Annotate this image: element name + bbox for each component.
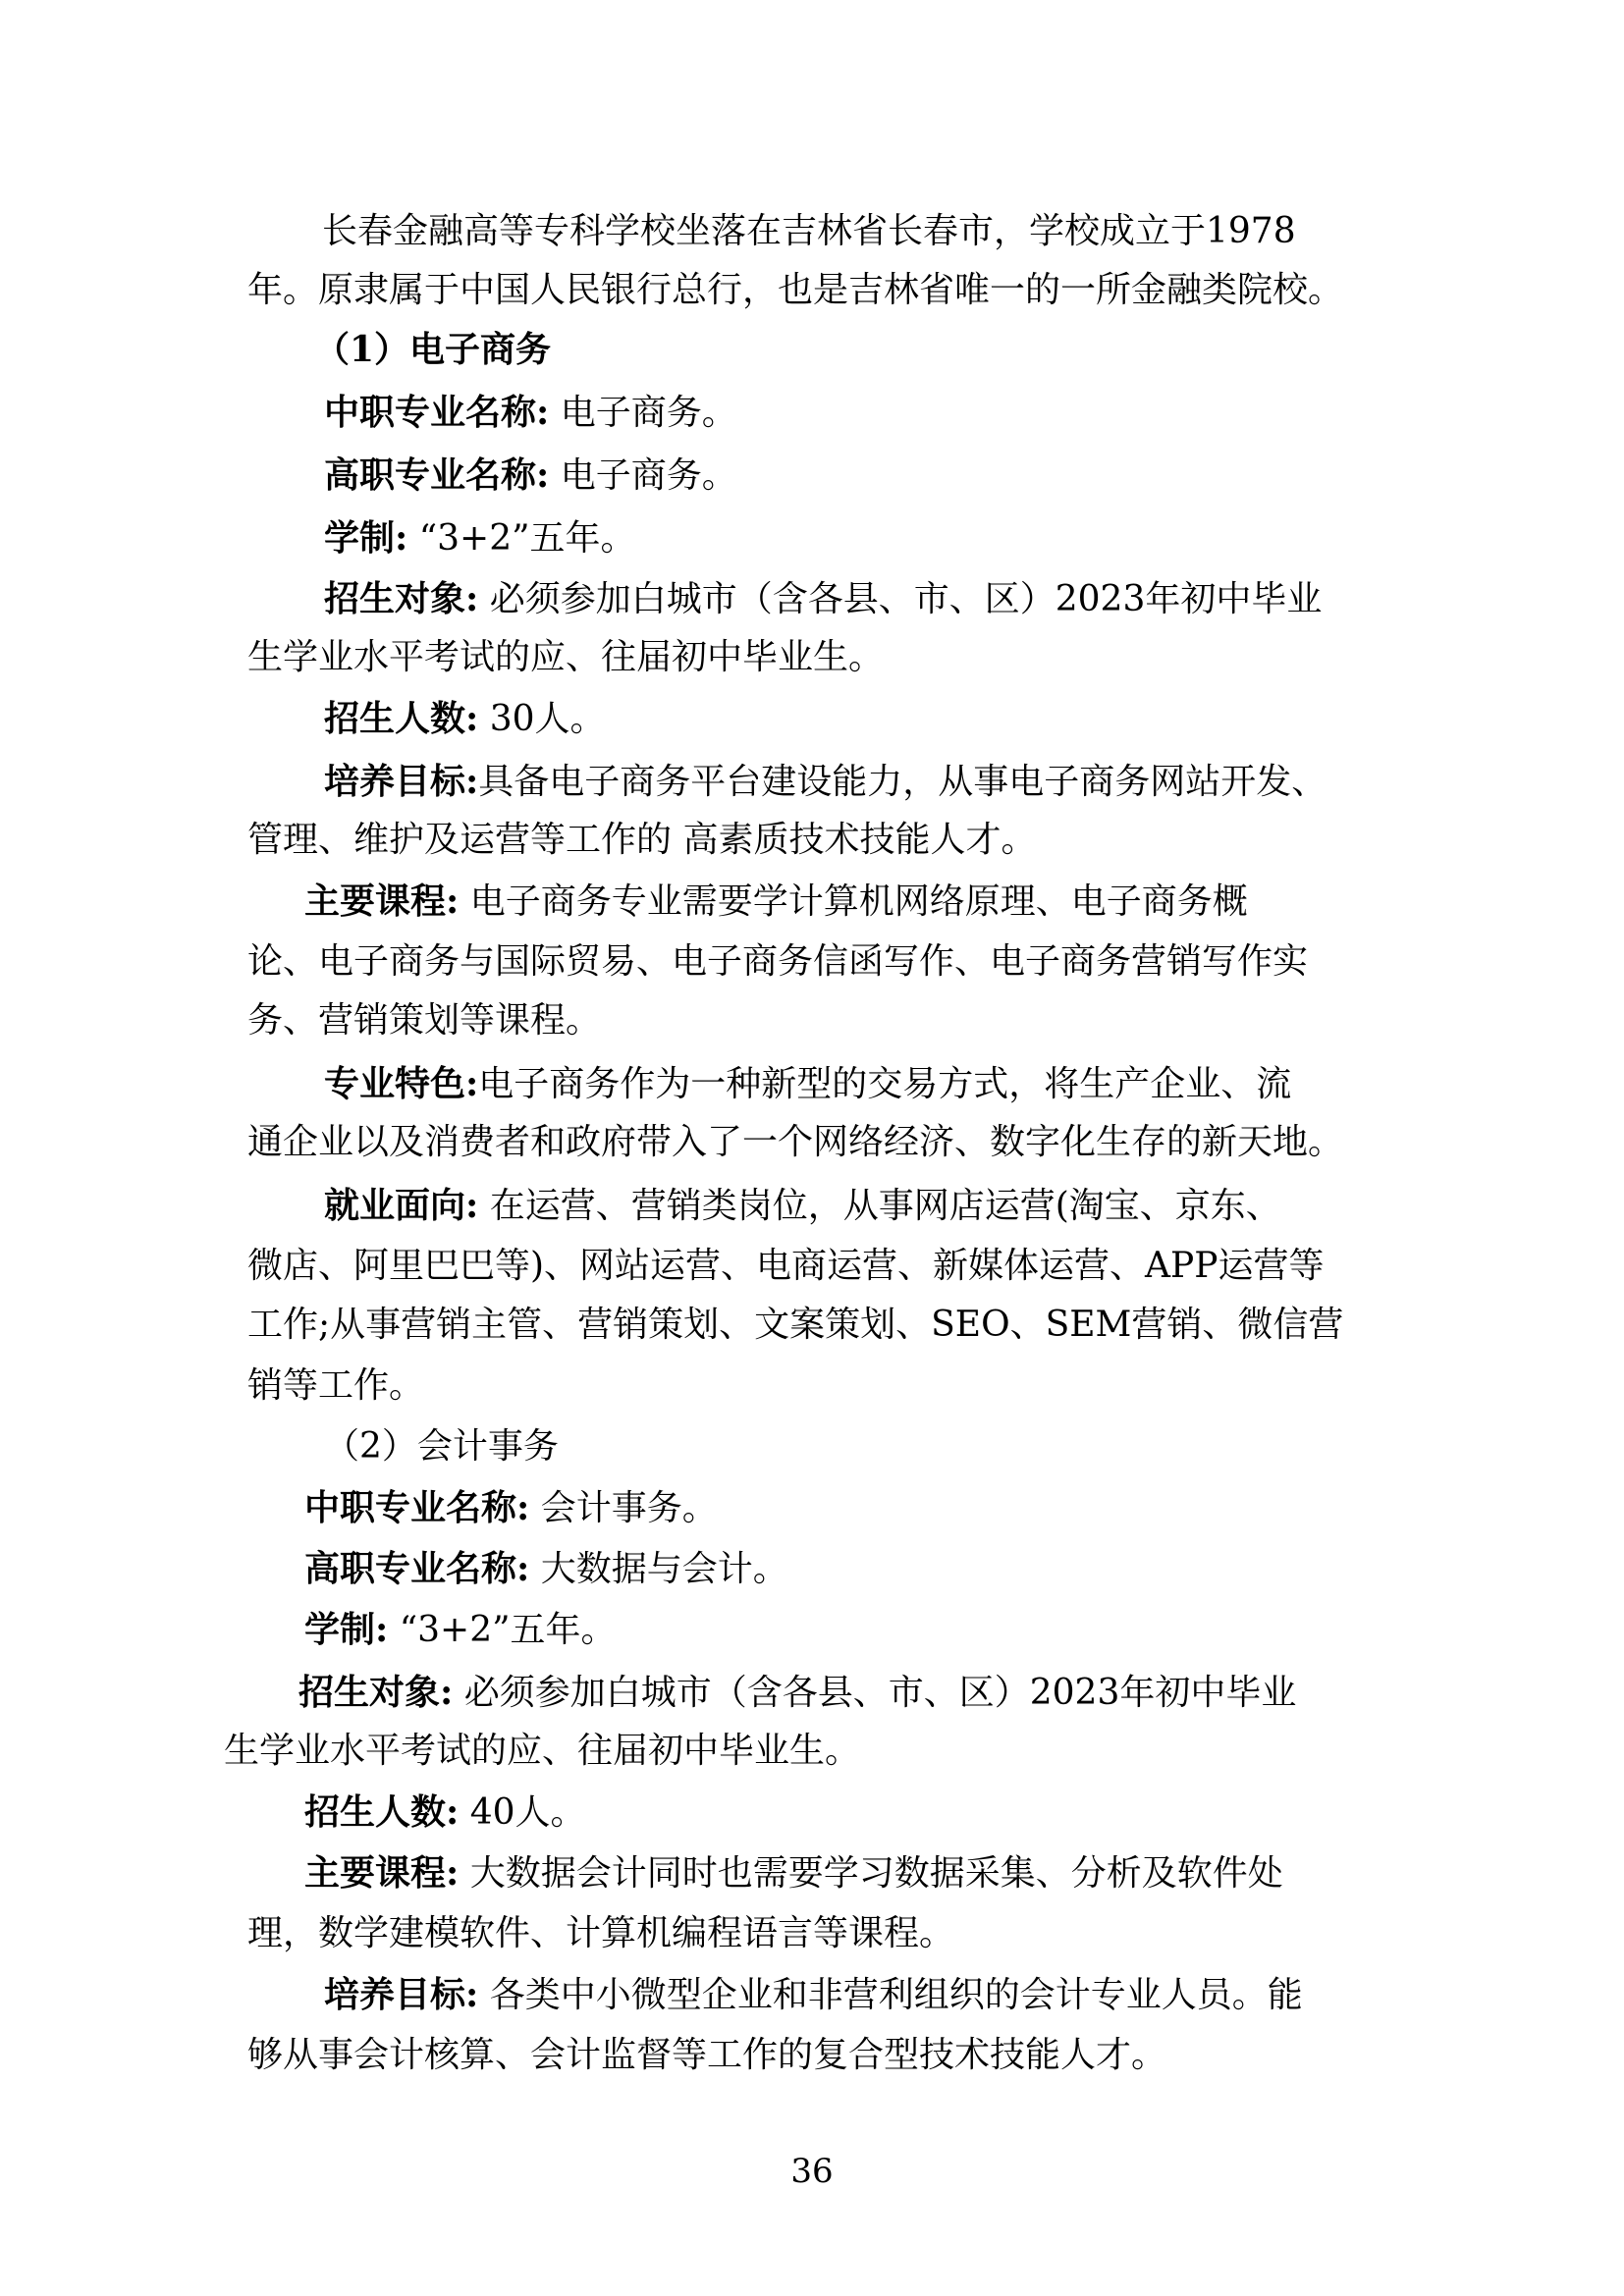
intro-line-2: 年。原隶属于中国人民银行总行，也是吉林省唯一的一所金融类院校。 — [247, 270, 1344, 310]
field-label: 培养目标: — [324, 761, 479, 802]
field-value: 大数据会计同时也需要学习数据采集、分析及软件处 — [469, 1853, 1283, 1894]
ecommerce-courses-line-3: 务、营销策划等课程。 — [247, 1000, 602, 1041]
field-value: 电子商务。 — [560, 393, 737, 433]
field-label: 高职专业名称: — [304, 1548, 530, 1589]
section-heading-ecommerce: （1）电子商务 — [314, 329, 552, 370]
ecommerce-career-line-4: 销等工作。 — [247, 1365, 425, 1406]
field-value: 电子商务。 — [560, 455, 737, 496]
field-label: 高职专业名称: — [324, 454, 550, 496]
field-value: 30人。 — [489, 699, 606, 739]
accounting-courses-line-2: 理，数学建模软件、计算机编程语言等课程。 — [247, 1913, 955, 1953]
ecommerce-career-line-3: 工作;从事营销主管、营销策划、文案策划、SEO、SEM营销、微信营 — [247, 1305, 1344, 1345]
accounting-goal-line-2: 够从事会计核算、会计监督等工作的复合型技术技能人才。 — [247, 2035, 1167, 2075]
ecommerce-target-line-2: 生学业水平考试的应、往届初中毕业生。 — [247, 637, 885, 677]
ecommerce-feature-line-1 — [324, 1060, 1291, 1107]
field-label: 招生对象: — [324, 578, 479, 619]
ecommerce-feature-line-2: 通企业以及消费者和政府带入了一个网络经济、数字化生存的新天地。 — [247, 1122, 1344, 1162]
field-label: 招生人数: — [304, 1791, 460, 1833]
field-label: 招生人数: — [324, 698, 479, 739]
accounting-enrollment — [304, 1789, 586, 1836]
field-value: 40人。 — [469, 1792, 586, 1833]
ecommerce-target-line-1 — [324, 575, 1322, 622]
field-label: 就业面向: — [324, 1185, 479, 1226]
field-label: 中职专业名称: — [324, 392, 550, 433]
accounting-target-line-1 — [298, 1669, 1296, 1716]
field-value: 电子商务作为一种新型的交易方式，将生产企业、流 — [478, 1064, 1292, 1104]
field-label: 主要课程: — [304, 1852, 460, 1894]
field-value: 具备电子商务平台建设能力，从事电子商务网站开发、 — [478, 762, 1327, 802]
accounting-target-line-2: 生学业水平考试的应、往届初中毕业生。 — [224, 1731, 861, 1771]
ecommerce-career-line-1 — [324, 1182, 1281, 1229]
accounting-goal-line-1 — [324, 1971, 1303, 2018]
field-label: 招生对象: — [298, 1672, 454, 1713]
field-value: 在运营、营销类岗位，从事网店运营(淘宝、京东、 — [489, 1186, 1281, 1226]
accounting-schooling — [304, 1606, 617, 1653]
field-value: 必须参加白城市（含各县、市、区）2023年初中毕业 — [463, 1673, 1297, 1713]
ecommerce-goal-line-1 — [324, 758, 1326, 805]
field-value: 各类中小微型企业和非营利组织的会计专业人员。能 — [489, 1975, 1303, 2015]
page-number: 36 — [790, 2152, 834, 2191]
field-value: 电子商务专业需要学计算机网络原理、电子商务概 — [469, 881, 1248, 922]
ecommerce-higher-name — [324, 452, 737, 499]
ecommerce-courses-line-1 — [304, 878, 1248, 925]
field-label: 中职专业名称: — [304, 1487, 530, 1528]
accounting-higher-name — [304, 1545, 788, 1592]
ecommerce-career-line-2: 微店、阿里巴巴等)、网站运营、电商运营、新媒体运营、APP运营等 — [247, 1246, 1325, 1286]
field-value: “3+2”五年。 — [418, 518, 636, 559]
field-label: 培养目标: — [324, 1974, 479, 2015]
ecommerce-schooling — [324, 514, 636, 561]
field-value: 必须参加白城市（含各县、市、区）2023年初中毕业 — [489, 579, 1323, 619]
ecommerce-goal-line-2: 管理、维护及运营等工作的 高素质技术技能人才。 — [247, 820, 1037, 860]
field-label: 学制: — [324, 517, 408, 559]
ecommerce-courses-line-2: 论、电子商务与国际贸易、电子商务信函写作、电子商务营销写作实 — [247, 941, 1309, 982]
field-label: 专业特色: — [324, 1063, 479, 1104]
field-value: 大数据与会计。 — [540, 1549, 788, 1589]
intro-line-1: 长春金融高等专科学校坐落在吉林省长春市，学校成立于1978 — [322, 211, 1296, 251]
field-value: “3+2”五年。 — [399, 1610, 617, 1650]
section-heading-accounting: （2）会计事务 — [324, 1426, 559, 1467]
accounting-courses-line-1 — [304, 1849, 1283, 1896]
field-value: 会计事务。 — [540, 1488, 718, 1528]
accounting-secondary-name — [304, 1484, 718, 1531]
ecommerce-secondary-name — [324, 389, 737, 436]
field-label: 主要课程: — [304, 881, 460, 922]
field-label: 学制: — [304, 1609, 389, 1650]
ecommerce-enrollment — [324, 695, 606, 742]
